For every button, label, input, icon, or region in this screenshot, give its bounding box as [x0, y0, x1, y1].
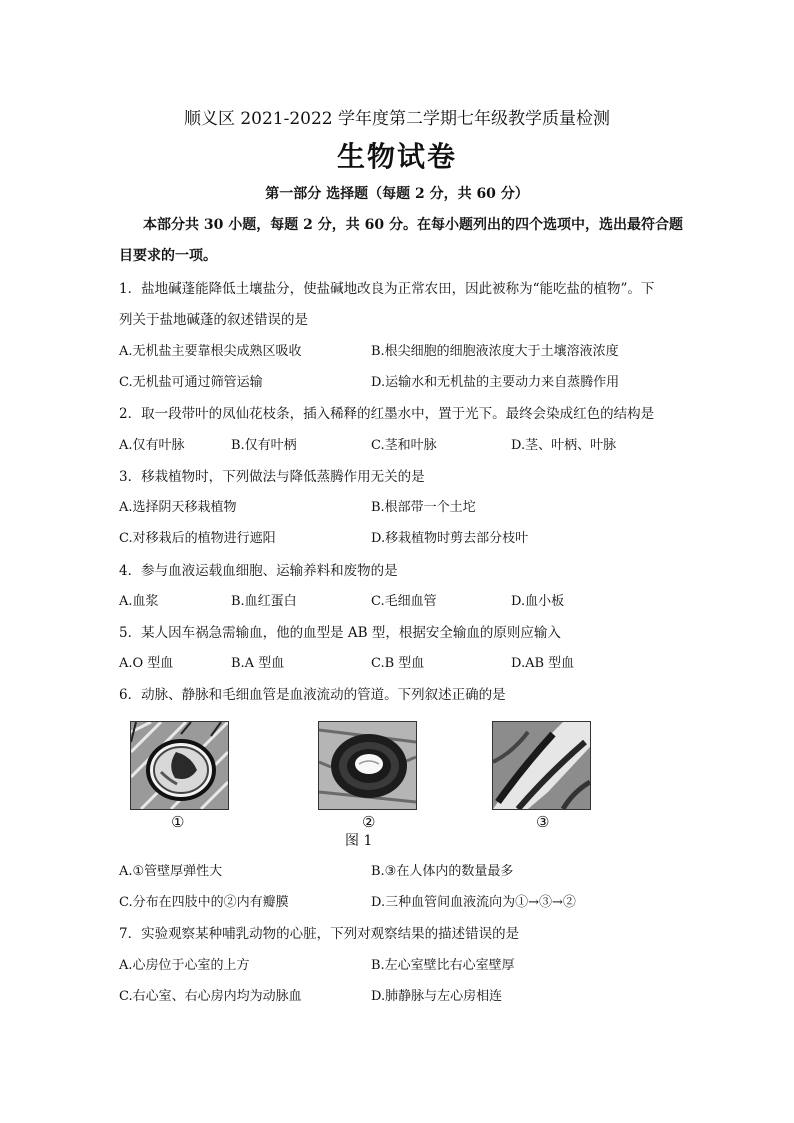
- exam-title: 生物试卷: [336, 140, 457, 173]
- question-3-option-a: A.选择阴天移栽植物: [119, 500, 237, 515]
- question-3-option-d: D.移栽植物时剪去部分枝叶: [371, 531, 529, 546]
- question-2-stem: 2．取一段带叶的凤仙花枝条，插入稀释的红墨水中，置于光下。最终会染成红色的结构是: [119, 406, 655, 422]
- question-4-stem: 4．参与血液运载血细胞、运输养料和废物的是: [119, 563, 398, 579]
- question-5-option-a: A.O 型血: [119, 656, 174, 671]
- question-2-option-b: B.仅有叶柄: [231, 438, 297, 453]
- question-2-option-a: A.仅有叶脉: [119, 438, 185, 453]
- figure-label-3: ③: [536, 813, 550, 831]
- question-3-option-b: B.根部带一个土坨: [371, 500, 476, 515]
- figure-caption: 图 1: [345, 833, 373, 849]
- question-1-stem-line-1: 1．盐地碱蓬能降低土壤盐分，使盐碱地改良为正常农田，因此被称为“能吃盐的植物”。下: [119, 281, 655, 297]
- question-6-option-d: D.三种血管间血液流向为①→③→②: [371, 895, 576, 910]
- artery-micrograph: [130, 721, 229, 810]
- vein-micrograph: [318, 721, 417, 810]
- question-5-option-b: B.A 型血: [231, 656, 285, 671]
- question-6-option-b: B.③在人体内的数量最多: [371, 864, 514, 879]
- question-7-option-c: C.右心室、右心房内均为动脉血: [119, 989, 302, 1004]
- exam-header: 顺义区 2021-2022 学年度第二学期七年级教学质量检测: [183, 109, 611, 129]
- figure-label-1: ①: [171, 813, 185, 831]
- question-5-option-d: D.AB 型血: [511, 656, 575, 671]
- question-1-option-a: A.无机盐主要靠根尖成熟区吸收: [119, 344, 302, 359]
- question-4-option-d: D.血小板: [511, 594, 565, 609]
- section-heading: 第一部分 选择题（每题 2 分，共 60 分）: [265, 186, 529, 202]
- question-1-option-d: D.运输水和无机盐的主要动力来自蒸腾作用: [371, 375, 620, 390]
- question-4-option-b: B.血红蛋白: [231, 594, 297, 609]
- question-7-stem: 7．实验观察某种哺乳动物的心脏，下列对观察结果的描述错误的是: [119, 926, 520, 942]
- question-2-option-c: C.茎和叶脉: [371, 438, 437, 453]
- question-4-option-c: C.毛细血管: [371, 594, 437, 609]
- question-1-option-c: C.无机盐可通过筛管运输: [119, 375, 263, 390]
- question-7-option-d: D.肺静脉与左心房相连: [371, 989, 503, 1004]
- question-5-stem: 5．某人因车祸急需输血，他的血型是 AB 型，根据安全输血的原则应输入: [119, 625, 561, 641]
- intro-line-1: 本部分共 30 小题，每题 2 分，共 60 分。在每小题列出的四个选项中，选出最符合题: [143, 217, 683, 233]
- question-3-option-c: C.对移栽后的植物进行遮阳: [119, 531, 276, 546]
- question-7-option-a: A.心房位于心室的上方: [119, 958, 250, 973]
- question-6-option-a: A.①管壁厚弹性大: [119, 864, 223, 879]
- question-7-option-b: B.左心室壁比右心室壁厚: [371, 958, 515, 973]
- question-1-stem-line-2: 列关于盐地碱蓬的叙述错误的是: [119, 312, 308, 328]
- question-5-option-c: C.B 型血: [371, 656, 425, 671]
- question-3-stem: 3．移栽植物时，下列做法与降低蒸腾作用无关的是: [119, 469, 425, 485]
- figure-label-2: ②: [362, 813, 376, 831]
- question-6-stem: 6．动脉、静脉和毛细血管是血液流动的管道。下列叙述正确的是: [119, 687, 506, 703]
- question-6-option-c: C.分布在四肢中的②内有瓣膜: [119, 895, 289, 910]
- question-2-option-d: D.茎、叶柄、叶脉: [511, 438, 617, 453]
- question-1-option-b: B.根尖细胞的细胞液浓度大于土壤溶液浓度: [371, 344, 619, 359]
- question-4-option-a: A.血浆: [119, 594, 159, 609]
- capillary-micrograph: [492, 721, 591, 810]
- intro-line-2: 目要求的一项。: [119, 248, 217, 264]
